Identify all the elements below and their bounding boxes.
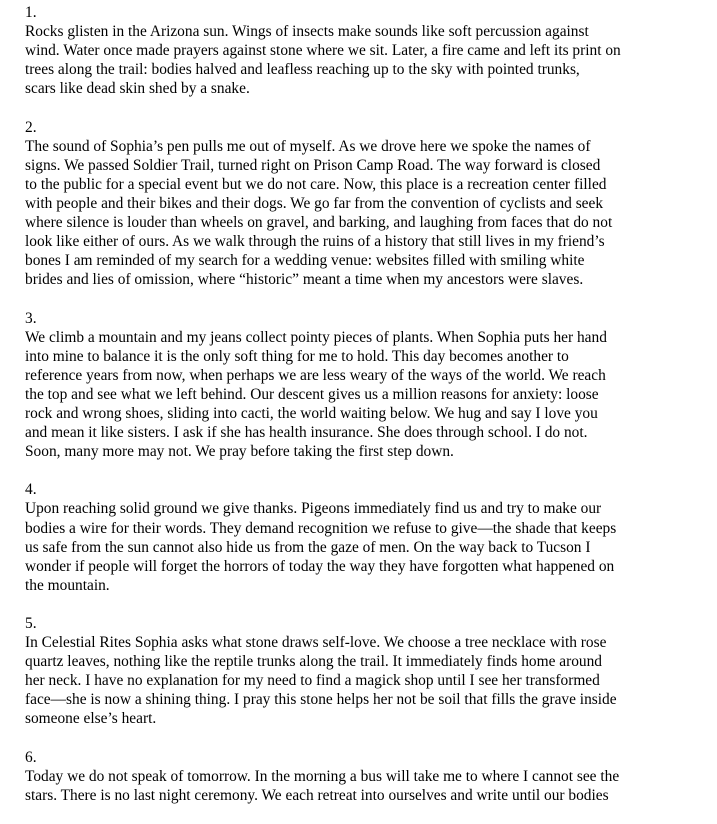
paragraph-line: with people and their bikes and their dogs. We go far from the convention of cyclists and seek — [25, 194, 604, 212]
section-number: 1. — [25, 4, 37, 21]
paragraph-line: rock and wrong shoes, sliding into cacti, the world waiting below. We hug and say I love you — [25, 404, 598, 422]
section-number: 5. — [25, 615, 37, 632]
paragraph-line: and mean it like sisters. I ask if she has health insurance. She does through school. I do not. — [25, 424, 588, 442]
paragraph-line: bodies a wire for their words. They demand recognition we refuse to give—the shade that keeps — [25, 519, 617, 537]
section-number: 3. — [25, 309, 37, 327]
section-number: 4. — [25, 481, 37, 499]
section-2 — [25, 118, 705, 290]
section-6 — [25, 748, 705, 805]
paragraph-line: her neck. I have no explanation for my need to find a magick shop until I see her transformed — [25, 672, 600, 690]
paragraph-line: brides and lies of omission, where “historic” meant a time when my ancestors were slaves. — [25, 271, 584, 289]
paragraph-line: stars. There is no last night ceremony. We each retreat into ourselves and write until our bodies — [25, 786, 609, 804]
paragraph-line: into mine to balance it is the only soft thing for me to hold. This day becomes another to — [25, 347, 569, 365]
paragraph-line: to the public for a special event but we do not care. Now, this place is a recreation center filled — [25, 175, 607, 193]
paragraph-line: look like either of ours. As we walk through the ruins of a history that still lives in my friend’s — [25, 233, 605, 251]
paragraph-line: We climb a mountain and my jeans collect pointy pieces of plants. When Sophia puts her hand — [25, 328, 607, 346]
section-number: 6. — [25, 748, 37, 766]
paragraph-line: Soon, many more may not. We pray before taking the first step down. — [25, 443, 454, 461]
paragraph-line: the top and see what we left behind. Our descent gives us a million reasons for anxiety: loose — [25, 385, 599, 403]
document-page — [25, 3, 705, 824]
paragraph-line: where silence is louder than wheels on gravel, and barking, and laughing from faces that do not — [25, 214, 613, 232]
section-5 — [25, 614, 705, 729]
paragraph-line: wind. Water once made prayers against stone where we sit. Later, a fire came and left its print on — [25, 42, 621, 60]
paragraph-line: wonder if people will forget the horrors of today the way they have forgotten what happened on — [25, 557, 615, 575]
paragraph-line: someone else’s heart. — [25, 710, 157, 728]
paragraph-line: Rocks glisten in the Arizona sun. Wings of insects make sounds like soft percussion against — [25, 23, 589, 41]
paragraph-line: In Celestial Rites Sophia asks what stone draws self-love. We choose a tree necklace with rose — [25, 634, 607, 652]
paragraph-line: scars like dead skin shed by a snake. — [25, 80, 250, 98]
paragraph-line: signs. We passed Soldier Trail, turned right on Prison Camp Road. The way forward is closed — [25, 156, 601, 174]
section-3 — [25, 309, 705, 462]
paragraph-line: face—she is now a shining thing. I pray this stone helps her not be soil that fills the grave inside — [25, 691, 617, 709]
paragraph-line: The sound of Sophia’s pen pulls me out of myself. As we drove here we spoke the names of — [25, 137, 591, 155]
paragraph-line: us safe from the sun cannot also hide us from the gaze of men. On the way back to Tucson I — [25, 538, 591, 556]
paragraph-line: bones I am reminded of my search for a wedding venue: websites filled with smiling white — [25, 252, 585, 270]
section-4 — [25, 480, 705, 595]
paragraph-line: quartz leaves, nothing like the reptile trunks along the trail. It immediately finds home around — [25, 653, 602, 671]
paragraph-line: reference years from now, when perhaps we are less weary of the ways of the world. We reach — [25, 366, 606, 384]
paragraph-line: the mountain. — [25, 576, 110, 594]
paragraph-line: trees along the trail: bodies halved and leafless reaching up to the sky with pointed trunks, — [25, 61, 580, 79]
section-1 — [25, 3, 705, 98]
paragraph-line: Upon reaching solid ground we give thanks. Pigeons immediately find us and try to make our — [25, 500, 602, 518]
paragraph-line: Today we do not speak of tomorrow. In the morning a bus will take me to where I cannot see the — [25, 767, 620, 785]
section-number: 2. — [25, 118, 37, 136]
